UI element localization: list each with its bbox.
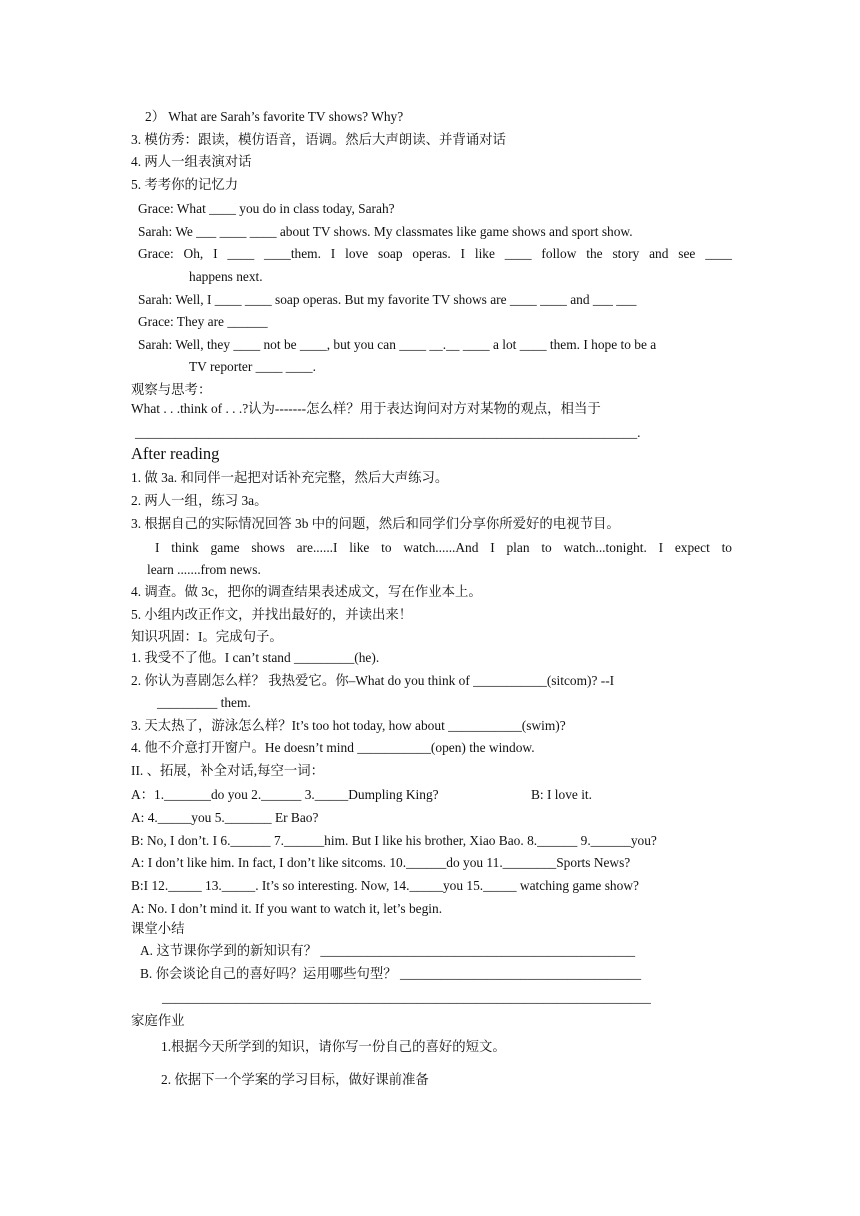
after-item: 4. 调查。做 3c，把你的调查结果表述成文，写在作业本上。 xyxy=(131,584,482,599)
dialog-line: Grace: They are ______ xyxy=(138,314,268,329)
consolidation-title: 知识巩固：I。完成句子。 xyxy=(131,629,283,644)
observe-text: What . . .think of . . .?认为-------怎么样？用于表达询问对方对某物的观点，相当于 xyxy=(131,401,601,416)
observe-title: 观察与思考： xyxy=(131,382,212,397)
dialog-line: TV reporter ____ ____. xyxy=(189,359,316,374)
dialog-line: Sarah: Well, I ____ ____ soap operas. But my favorite TV shows are ____ ____ and ___ ___ xyxy=(138,292,637,307)
dialog-line: Sarah: We ___ ____ ____ about TV shows. My classmates like game shows and sport show. xyxy=(138,224,633,239)
after-item: 5. 小组内改正作文，并找出最好的，并读出来！ xyxy=(131,607,413,622)
summary-answer-line: _________________________________________________________________________ xyxy=(162,990,651,1005)
summary-title: 课堂小结 xyxy=(131,921,185,936)
summary-question-b: B. 你会谈论自己的喜好吗？运用哪些句型？ ____________________________________ xyxy=(140,966,642,981)
sample-sentence: learn .......from news. xyxy=(147,562,261,577)
extension-dialog-line: B: I love it. xyxy=(531,787,592,802)
extension-dialog-line: A: 4._____you 5._______ Er Bao? xyxy=(131,810,319,825)
homework-title: 家庭作业 xyxy=(131,1013,185,1028)
after-item: 1. 做 3a. 和同伴一起把对话补充完整，然后大声练习。 xyxy=(131,470,449,485)
exercise-sentence: 1. 我受不了他。I can’t stand _________(he). xyxy=(131,650,380,665)
dialog-line: Grace: Oh, I ____ ____them. I love soap operas. I like ____ follow the story and see ____ xyxy=(138,246,732,261)
after-item: 2. 两人一组，练习 3a。 xyxy=(131,493,268,508)
extension-dialog-line: A: I don’t like him. In fact, I don’t like sitcoms. 10.______do you 11.________Sports News? xyxy=(131,855,631,870)
extension-title: II. 、拓展，补全对话,每空一词： xyxy=(131,763,325,778)
extension-dialog-line: A：1._______do you 2.______ 3._____Dumpling King? xyxy=(131,787,439,802)
exercise-sentence: 3. 天太热了，游泳怎么样？It’s too hot today, how about ___________(swim)? xyxy=(131,718,566,733)
question-2: 2） What are Sarah’s favorite TV shows? Why? xyxy=(145,109,404,124)
instruction-3: 3. 模仿秀：跟读，模仿语音，语调。然后大声朗读、并背诵对话 xyxy=(131,132,506,147)
dialog-line: Grace: What ____ you do in class today, Sarah? xyxy=(138,201,395,216)
homework-item: 1.根据今天所学到的知识，请你写一份自己的喜好的短文。 xyxy=(161,1039,506,1054)
homework-item: 2. 依据下一个学案的学习目标，做好课前准备 xyxy=(161,1072,429,1087)
dialog-line: happens next. xyxy=(189,269,263,284)
exercise-sentence: 2. 你认为喜剧怎么样？ 我热爱它。你–What do you think of ___________(sitcom)? --I xyxy=(131,673,615,688)
after-reading-heading: After reading xyxy=(131,444,220,463)
extension-dialog-line: B: No, I don’t. I 6.______ 7.______him. But I like his brother, Xiao Bao. 8.______ 9.______you? xyxy=(131,833,657,848)
exercise-sentence: 4. 他不介意打开窗户。He doesn’t mind ___________(open) the window. xyxy=(131,740,535,755)
exercise-sentence: _________ them. xyxy=(157,695,251,710)
dialog-line: Sarah: Well, they ____ not be ____, but you can ____ __.__ ____ a lot ____ them. I hope to be a xyxy=(138,337,657,352)
summary-question-a: A. 这节课你学到的新知识有？ _______________________________________________ xyxy=(140,943,636,958)
extension-dialog-line: B:I 12._____ 13._____. It’s so interesting. Now, 14._____you 15._____ watching game show? xyxy=(131,878,639,893)
observe-blank: ___________________________________________________________________________. xyxy=(135,425,641,440)
sample-sentence: I think game shows are......I like to watch......And I plan to watch...tonight. I expect to xyxy=(155,540,732,555)
instruction-4: 4. 两人一组表演对话 xyxy=(131,154,252,169)
instruction-5: 5. 考考你的记忆力 xyxy=(131,177,239,192)
after-item: 3. 根据自己的实际情况回答 3b 中的问题，然后和同学们分享你所爱好的电视节目。 xyxy=(131,516,620,531)
extension-dialog-line: A: No. I don’t mind it. If you want to watch it, let’s begin. xyxy=(131,901,443,916)
